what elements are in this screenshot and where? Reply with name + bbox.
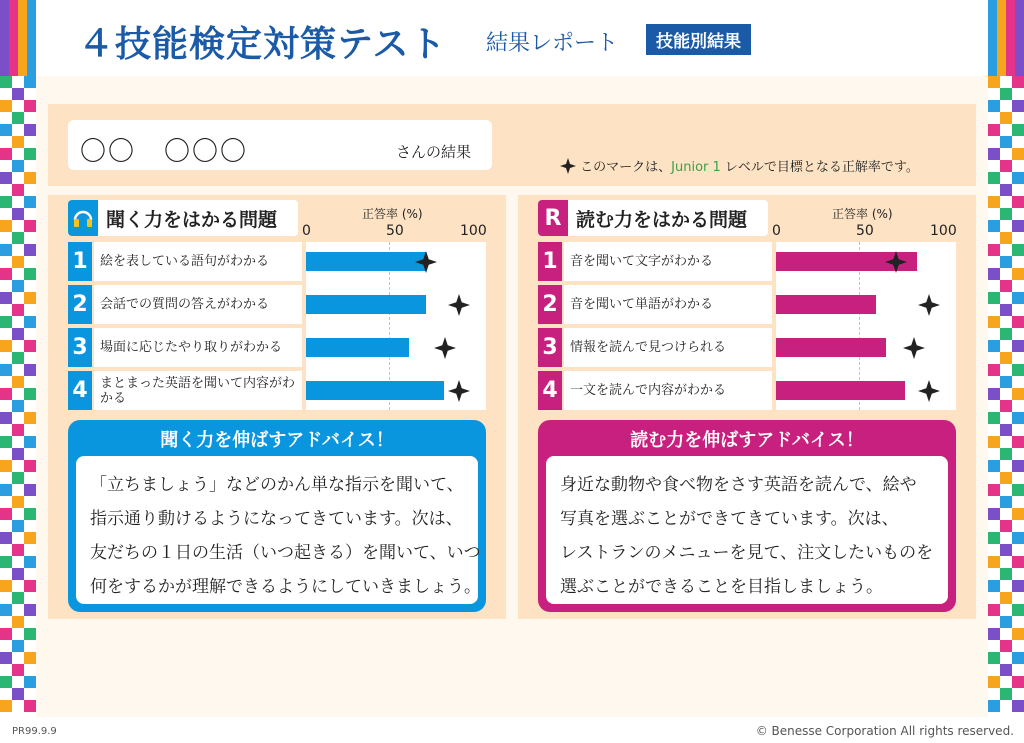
checker-cell bbox=[1012, 508, 1024, 520]
checker-cell bbox=[988, 484, 1000, 496]
checker-cell bbox=[12, 640, 24, 652]
checker-cell bbox=[0, 580, 12, 592]
note-prefix: このマークは、 bbox=[580, 160, 672, 175]
checker-cell bbox=[1012, 652, 1024, 664]
checker-cell bbox=[24, 532, 36, 544]
checker-cell bbox=[1012, 244, 1024, 256]
headphones-icon bbox=[68, 200, 98, 236]
row-number: 4 bbox=[68, 371, 92, 410]
checker-cell bbox=[24, 76, 36, 88]
checker-cell bbox=[24, 196, 36, 208]
checker-cell bbox=[24, 316, 36, 328]
row-number: 1 bbox=[68, 242, 92, 281]
checker-cell bbox=[12, 688, 24, 700]
checker-cell bbox=[988, 172, 1000, 184]
checker-cell bbox=[1012, 340, 1024, 352]
listening-title: 聞く力をはかる問題 bbox=[106, 208, 278, 231]
checker-cell bbox=[1012, 316, 1024, 328]
checker-cell bbox=[0, 100, 12, 112]
checker-cell bbox=[24, 172, 36, 184]
checker-cell bbox=[988, 316, 1000, 328]
checker-cell bbox=[988, 436, 1000, 448]
checker-cell bbox=[24, 508, 36, 520]
checker-cell bbox=[12, 616, 24, 628]
checker-cell bbox=[24, 676, 36, 688]
checker-cell bbox=[0, 316, 12, 328]
checker-cell bbox=[0, 364, 12, 376]
listening-tick-50: 50 bbox=[386, 223, 404, 239]
target-star-icon bbox=[885, 251, 907, 273]
checker-cell bbox=[12, 448, 24, 460]
checker-cell bbox=[988, 148, 1000, 160]
checker-cell bbox=[12, 304, 24, 316]
checker-cell bbox=[24, 556, 36, 568]
checker-cell bbox=[1012, 172, 1024, 184]
reading-header bbox=[538, 200, 768, 236]
checker-cell bbox=[988, 100, 1000, 112]
reading-advice-line: 身近な動物や食べ物をさす英語を読んで、絵や bbox=[560, 475, 917, 495]
checker-cell bbox=[1012, 268, 1024, 280]
checker-cell bbox=[1012, 76, 1024, 88]
row-number: 3 bbox=[538, 328, 562, 367]
checker-cell bbox=[12, 160, 24, 172]
checker-cell bbox=[1000, 208, 1012, 220]
checker-cell bbox=[988, 700, 1000, 712]
target-mark-note bbox=[560, 156, 919, 175]
reading-tick-0: 0 bbox=[772, 223, 781, 239]
checker-cell bbox=[1000, 640, 1012, 652]
checker-cell bbox=[12, 328, 24, 340]
checker-cell bbox=[12, 400, 24, 412]
checker-cell bbox=[988, 340, 1000, 352]
score-bar bbox=[306, 295, 426, 314]
checker-cell bbox=[988, 460, 1000, 472]
checker-cell bbox=[1012, 100, 1024, 112]
checker-cell bbox=[24, 340, 36, 352]
checker-cell bbox=[0, 220, 12, 232]
checker-cell bbox=[12, 232, 24, 244]
checker-cell bbox=[24, 124, 36, 136]
checker-cell bbox=[988, 268, 1000, 280]
checker-cell bbox=[1000, 424, 1012, 436]
reading-r-icon: R bbox=[538, 200, 568, 236]
row-label: まとまった英語を聞いて内容がわかる bbox=[94, 371, 302, 410]
student-name-suffix: さんの結果 bbox=[396, 143, 472, 161]
listening-tick-0: 0 bbox=[302, 223, 311, 239]
row-number: 2 bbox=[68, 285, 92, 324]
checker-cell bbox=[12, 208, 24, 220]
row-number: 2 bbox=[538, 285, 562, 324]
checker-cell bbox=[988, 124, 1000, 136]
checker-cell bbox=[1012, 556, 1024, 568]
row-label: 絵を表している語句がわかる bbox=[94, 242, 302, 281]
checker-cell bbox=[988, 364, 1000, 376]
checker-cell bbox=[1012, 676, 1024, 688]
score-bar bbox=[776, 338, 886, 357]
checker-cell bbox=[1012, 484, 1024, 496]
checker-cell bbox=[1000, 664, 1012, 676]
checker-cell bbox=[1012, 196, 1024, 208]
score-bar bbox=[306, 252, 426, 271]
listening-advice-line: 「立ちましょう」などのかん単な指示を聞いて、 bbox=[90, 475, 464, 495]
checker-cell bbox=[24, 628, 36, 640]
checker-cell bbox=[1012, 580, 1024, 592]
checker-cell bbox=[12, 520, 24, 532]
checker-cell bbox=[1000, 400, 1012, 412]
checker-cell bbox=[1012, 364, 1024, 376]
listening-header bbox=[68, 200, 298, 236]
checker-cell bbox=[1012, 532, 1024, 544]
checker-cell bbox=[24, 388, 36, 400]
reading-tick-50: 50 bbox=[856, 223, 874, 239]
reading-axis-title: 正答率 (%) bbox=[832, 207, 893, 221]
note-level: Junior 1 bbox=[671, 160, 721, 175]
checker-cell bbox=[988, 532, 1000, 544]
print-code: PR99.9.9 bbox=[12, 726, 57, 737]
checker-cell bbox=[988, 652, 1000, 664]
checker-cell bbox=[1012, 124, 1024, 136]
checker-cell bbox=[24, 580, 36, 592]
checker-cell bbox=[0, 508, 12, 520]
checker-cell bbox=[1000, 688, 1012, 700]
target-star-icon bbox=[903, 337, 925, 359]
checker-cell bbox=[988, 604, 1000, 616]
checker-cell bbox=[0, 412, 12, 424]
checker-cell bbox=[1012, 460, 1024, 472]
listening-advice-line: 何をするかが理解できるようにしていきましょう。 bbox=[90, 577, 481, 597]
checker-cell bbox=[12, 424, 24, 436]
listening-axis-title: 正答率 (%) bbox=[362, 207, 423, 221]
checker-cell bbox=[1012, 604, 1024, 616]
checker-cell bbox=[12, 568, 24, 580]
checker-cell bbox=[24, 460, 36, 472]
checker-cell bbox=[988, 628, 1000, 640]
reading-advice-line: 選ぶことができることを目指しましょう。 bbox=[560, 577, 883, 597]
checker-cell bbox=[24, 364, 36, 376]
checker-cell bbox=[1012, 220, 1024, 232]
target-star-icon bbox=[434, 337, 456, 359]
checker-cell bbox=[0, 340, 12, 352]
checker-cell bbox=[1000, 496, 1012, 508]
checker-cell bbox=[12, 256, 24, 268]
checker-cell bbox=[988, 676, 1000, 688]
checker-cell bbox=[12, 280, 24, 292]
checker-cell bbox=[0, 292, 12, 304]
checker-cell bbox=[24, 700, 36, 712]
right-checker-border bbox=[988, 76, 1024, 717]
checker-cell bbox=[988, 196, 1000, 208]
checker-cell bbox=[1012, 388, 1024, 400]
checker-cell bbox=[24, 484, 36, 496]
checker-cell bbox=[988, 292, 1000, 304]
checker-cell bbox=[1000, 88, 1012, 100]
score-bar bbox=[306, 381, 444, 400]
checker-cell bbox=[1000, 616, 1012, 628]
checker-cell bbox=[0, 532, 12, 544]
checker-cell bbox=[24, 148, 36, 160]
listening-advice-line: 友だちの１日の生活（いつ起きる）を聞いて、いつ bbox=[90, 543, 481, 563]
copyright: © Benesse Corporation All rights reserved. bbox=[755, 724, 1014, 738]
checker-cell bbox=[1000, 376, 1012, 388]
checker-cell bbox=[0, 628, 12, 640]
checker-cell bbox=[0, 436, 12, 448]
checker-cell bbox=[0, 196, 12, 208]
row-label: 音を聞いて単語がわかる bbox=[564, 285, 772, 324]
target-star-icon bbox=[560, 158, 576, 174]
reading-advice-line: レストランのメニューを見て、注文したいものを bbox=[560, 543, 934, 563]
reading-advice-line: 写真を選ぶことができてきています。次は、 bbox=[560, 509, 899, 529]
checker-cell bbox=[12, 88, 24, 100]
checker-cell bbox=[24, 436, 36, 448]
checker-cell bbox=[1012, 436, 1024, 448]
checker-cell bbox=[988, 388, 1000, 400]
report-subtitle: 結果レポート bbox=[486, 31, 619, 56]
checker-cell bbox=[12, 112, 24, 124]
target-star-icon bbox=[448, 294, 470, 316]
checker-cell bbox=[12, 592, 24, 604]
checker-cell bbox=[1000, 592, 1012, 604]
checker-cell bbox=[1000, 520, 1012, 532]
checker-cell bbox=[1000, 136, 1012, 148]
row-number: 3 bbox=[68, 328, 92, 367]
checker-cell bbox=[0, 172, 12, 184]
checker-cell bbox=[1000, 328, 1012, 340]
row-number: 4 bbox=[538, 371, 562, 410]
checker-cell bbox=[1012, 628, 1024, 640]
checker-cell bbox=[1000, 256, 1012, 268]
checker-cell bbox=[988, 220, 1000, 232]
score-bar bbox=[776, 381, 905, 400]
student-name: 〇〇 〇〇〇 bbox=[80, 137, 249, 167]
checker-cell bbox=[12, 472, 24, 484]
checker-cell bbox=[1000, 304, 1012, 316]
row-label: 会話での質問の答えがわかる bbox=[94, 285, 302, 324]
checker-cell bbox=[1000, 280, 1012, 292]
checker-cell bbox=[1012, 412, 1024, 424]
checker-cell bbox=[1012, 700, 1024, 712]
checker-cell bbox=[1000, 568, 1012, 580]
checker-cell bbox=[24, 412, 36, 424]
checker-cell bbox=[0, 460, 12, 472]
checker-cell bbox=[12, 496, 24, 508]
checker-cell bbox=[0, 484, 12, 496]
checker-cell bbox=[24, 268, 36, 280]
checker-cell bbox=[1000, 232, 1012, 244]
checker-cell bbox=[24, 652, 36, 664]
checker-cell bbox=[24, 604, 36, 616]
reading-advice bbox=[538, 420, 956, 612]
checker-cell bbox=[24, 292, 36, 304]
target-star-icon bbox=[918, 380, 940, 402]
target-star-icon bbox=[448, 380, 470, 402]
checker-cell bbox=[0, 124, 12, 136]
reading-advice-title: 読む力を伸ばすアドバイス！ bbox=[630, 430, 864, 451]
row-label: 場面に応じたやり取りがわかる bbox=[94, 328, 302, 367]
checker-cell bbox=[988, 76, 1000, 88]
checker-cell bbox=[1000, 448, 1012, 460]
listening-advice-title: 聞く力を伸ばすアドバイス！ bbox=[160, 430, 394, 451]
checker-cell bbox=[0, 604, 12, 616]
checker-cell bbox=[988, 244, 1000, 256]
target-star-icon bbox=[415, 251, 437, 273]
report-type-badge: 技能別結果 bbox=[646, 24, 751, 55]
checker-cell bbox=[0, 652, 12, 664]
checker-cell bbox=[1012, 148, 1024, 160]
checker-cell bbox=[0, 556, 12, 568]
row-label: 情報を読んで見つけられる bbox=[564, 328, 772, 367]
checker-cell bbox=[12, 352, 24, 364]
checker-cell bbox=[1000, 184, 1012, 196]
listening-advice-line: 指示通り動けるようになってきています。次は、 bbox=[90, 509, 463, 529]
page-title: ４技能検定対策テスト bbox=[78, 24, 447, 65]
checker-cell bbox=[1000, 160, 1012, 172]
target-star-icon bbox=[918, 294, 940, 316]
top-right-stripes bbox=[988, 0, 1024, 76]
checker-cell bbox=[0, 148, 12, 160]
checker-cell bbox=[12, 544, 24, 556]
listening-advice bbox=[68, 420, 486, 612]
note-suffix: レベルで目標となる正解率です。 bbox=[720, 160, 919, 175]
checker-cell bbox=[988, 412, 1000, 424]
row-label: 音を聞いて文字がわかる bbox=[564, 242, 772, 281]
checker-cell bbox=[988, 580, 1000, 592]
checker-cell bbox=[0, 388, 12, 400]
checker-cell bbox=[1000, 112, 1012, 124]
left-checker-border bbox=[0, 76, 36, 717]
score-bar bbox=[776, 295, 876, 314]
reading-tick-100: 100 bbox=[930, 223, 957, 239]
checker-cell bbox=[24, 220, 36, 232]
checker-cell bbox=[24, 244, 36, 256]
checker-cell bbox=[1000, 352, 1012, 364]
listening-advice-body bbox=[76, 456, 481, 604]
checker-cell bbox=[12, 184, 24, 196]
reading-title: 読む力をはかる問題 bbox=[576, 208, 748, 231]
checker-cell bbox=[0, 76, 12, 88]
checker-cell bbox=[12, 664, 24, 676]
checker-cell bbox=[12, 376, 24, 388]
score-bar bbox=[306, 338, 409, 357]
checker-cell bbox=[0, 676, 12, 688]
row-label: 一文を読んで内容がわかる bbox=[564, 371, 772, 410]
top-left-stripes bbox=[0, 0, 36, 76]
checker-cell bbox=[0, 268, 12, 280]
listening-tick-100: 100 bbox=[460, 223, 487, 239]
row-number: 1 bbox=[538, 242, 562, 281]
checker-cell bbox=[1000, 544, 1012, 556]
checker-cell bbox=[0, 700, 12, 712]
checker-cell bbox=[1000, 472, 1012, 484]
checker-cell bbox=[24, 100, 36, 112]
checker-cell bbox=[0, 244, 12, 256]
reading-advice-body bbox=[546, 456, 948, 604]
checker-cell bbox=[1012, 292, 1024, 304]
checker-cell bbox=[988, 556, 1000, 568]
checker-cell bbox=[12, 136, 24, 148]
checker-cell bbox=[988, 508, 1000, 520]
